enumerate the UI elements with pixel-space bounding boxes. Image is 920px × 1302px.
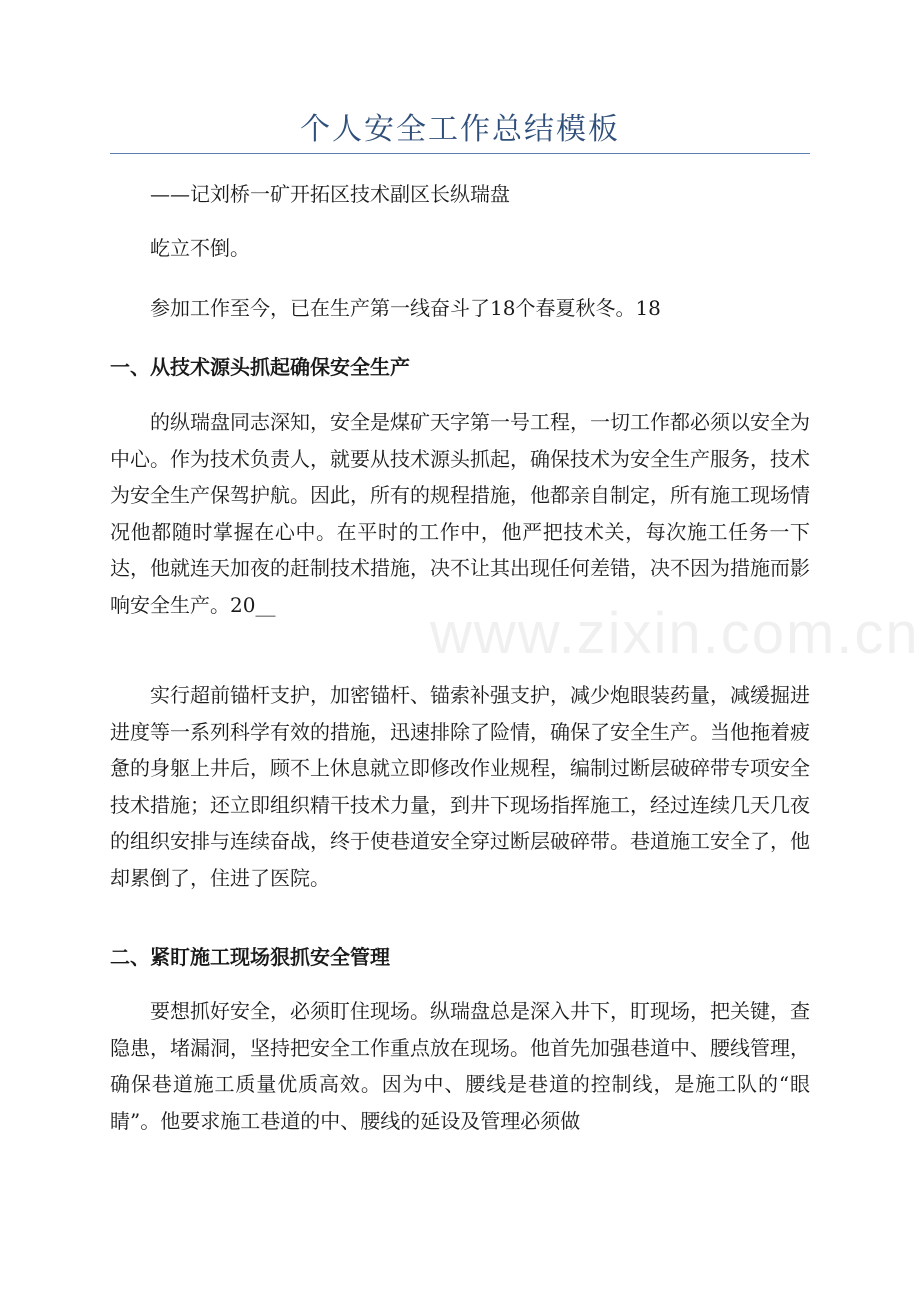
section-1-paragraph-1: 的纵瑞盘同志深知，安全是煤矿天字第一号工程，一切工作都必须以安全为中心。作为技术负责人，就要从技术源头抓起，确保技术为安全生产服务，技术为安全生产保驾护航。因此，所有的规程措施，他都亲自制定，所有施工现场情况他都随时掌握在心中。在平时的工作中，他严把技术关，每次施工任务一下达，他就连天加夜的赶制技术措施，决不让其出现任何差错，决不因为措施而影响安全生产。20__: [110, 410, 810, 617]
section-2-heading: 二、紧盯施工现场狠抓安全管理: [110, 945, 390, 969]
intro-paragraph-2: 参加工作至今，已在生产第一线奋斗了18个春夏秋冬。18: [150, 296, 661, 320]
subtitle: ——记刘桥一矿开拓区技术副区长纵瑞盘: [150, 182, 510, 206]
watermark: www.zixin.com.cn: [430, 601, 920, 666]
intro-paragraph-1: 屹立不倒。: [150, 236, 250, 260]
title-divider: [110, 153, 810, 154]
section-1-paragraph-2: 实行超前锚杆支护，加密锚杆、锚索补强支护，减少炮眼装药量，减缓掘进进度等一系列科学有效的措施，迅速排除了险情，确保了安全生产。当他拖着疲惫的身躯上井后，顾不上休息就立即修改作业规程，编制过断层破碎带专项安全技术措施；还立即组织精干技术力量，到井下现场指挥施工，经过连续几天几夜的组织安排与连续奋战，终于使巷道安全穿过断层破碎带。巷道施工安全了，他却累倒了，住进了医院。: [110, 683, 810, 890]
section-2-paragraph-1: 要想抓好安全，必须盯住现场。纵瑞盘总是深入井下，盯现场，把关键，查隐患，堵漏洞，坚持把安全工作重点放在现场。他首先加强巷道中、腰线管理，确保巷道施工质量优质高效。因为中、腰线是巷道的控制线，是施工队的“眼睛”。他要求施工巷道的中、腰线的延设及管理必须做: [110, 999, 810, 1133]
section-1-heading: 一、从技术源头抓起确保安全生产: [110, 355, 410, 379]
page-title: 个人安全工作总结模板: [300, 112, 620, 147]
